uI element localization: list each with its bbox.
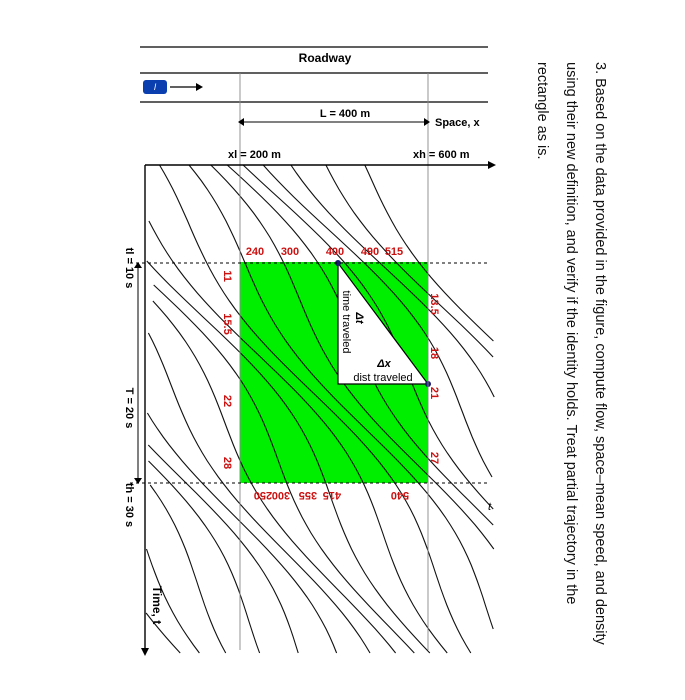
T-label: T = 20 s [123,387,135,429]
length-arrowhead-left [238,118,244,126]
right-edge-value: 18 [428,346,440,360]
left-edge-value: 22 [221,394,233,408]
right-edge-value: 13.5 [428,293,440,315]
xh-label: xh = 600 m [413,149,470,161]
xl-label: xl = 200 m [228,149,281,161]
space-axis-arrowhead [488,161,496,169]
left-edge-value: 28 [221,456,233,470]
roadway-label: Roadway [298,51,352,65]
delta-t-symbol: Δt [353,312,365,324]
bottom-edge-value: 355 [298,489,318,501]
right-edge-value: 21 [428,386,440,400]
length-arrowhead-right [424,118,430,126]
top-edge-value: 400 [325,246,345,258]
trajectory-end-label: t [488,501,492,513]
question-text [527,62,614,652]
top-edge-value: 515 [384,246,404,258]
time-axis-arrowhead [141,648,149,656]
bottom-edge-value: 300 [271,489,291,501]
top-edge-value: 490 [360,246,380,258]
delta-x-symbol: Δx [377,358,391,370]
dist-traveled-label: dist traveled [353,372,413,384]
question-body: Based on the data provided in the figure, compute flow, space–mean speed, and density using their new definition, and verify if the identity holds. Treat partial trajectory in the rectangle as is. [534,62,608,645]
left-edge-value: 15.5 [221,313,233,335]
bottom-edge-value: 415 [322,489,342,501]
top-edge-value: 300 [280,246,300,258]
time-axis-label: Time, t [150,585,164,625]
vehicle-icon-label: l [154,82,156,92]
length-label: L = 400 m [319,108,371,120]
right-edge-value: 27 [428,451,440,465]
question-number: 3. [592,62,608,75]
direction-arrowhead [196,83,203,91]
th-label: th = 30 s [123,482,135,528]
left-edge-value: 11 [221,270,233,282]
top-edge-value: 240 [245,246,265,258]
bottom-edge-value: 250 [253,489,273,501]
tl-label: tl = 10 s [123,247,135,289]
bottom-edge-value: 540 [390,489,410,501]
space-axis-label: Space, x [435,117,480,129]
vehicle-trajectory [149,461,260,653]
vehicle-trajectory [150,485,226,653]
time-traveled-label: time traveled [340,290,352,354]
